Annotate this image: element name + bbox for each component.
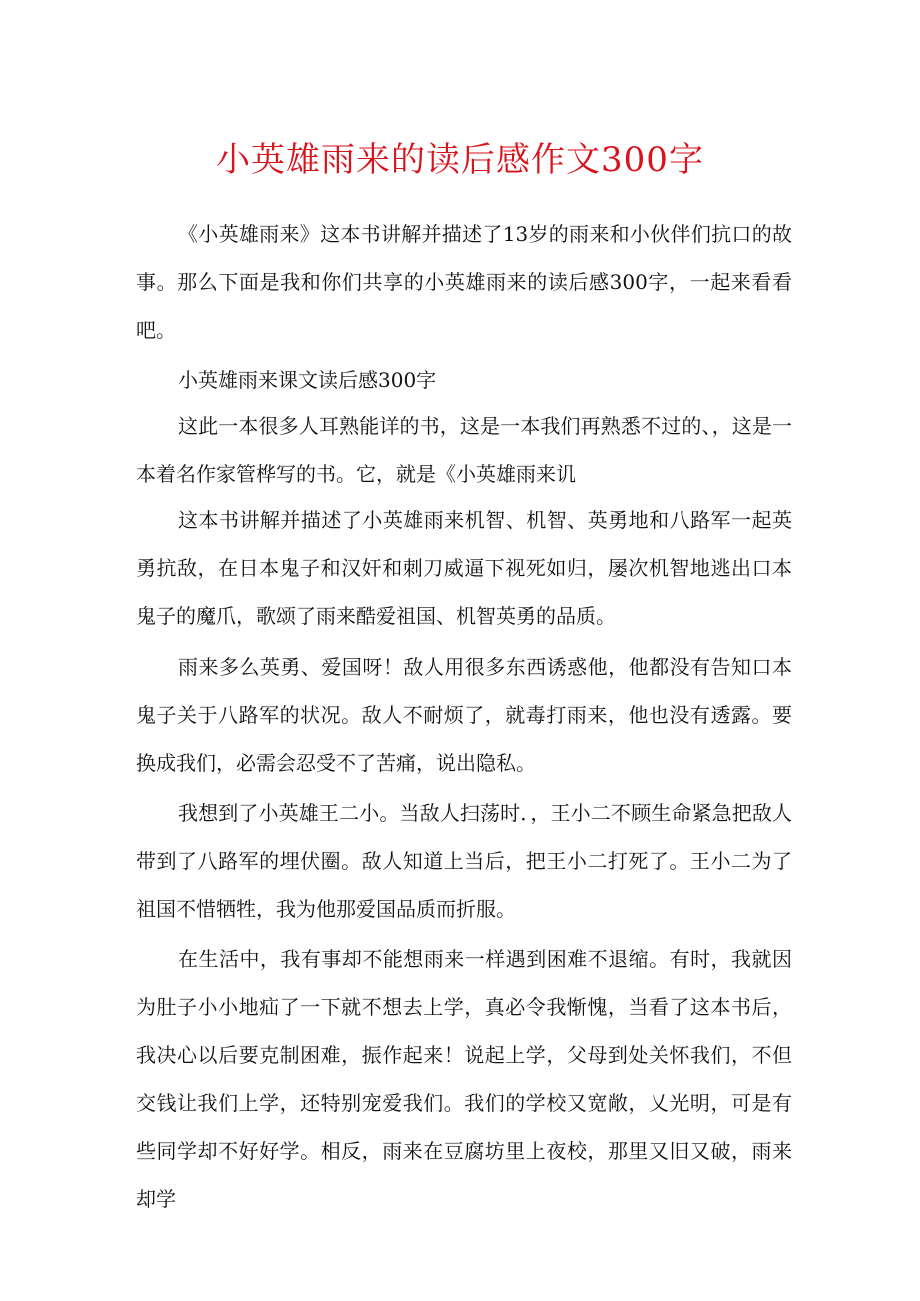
body-paragraph-1: 这此一本很多人耳熟能详的书，这是一本我们再熟悉不过的、，这是一本着名作家管桦写的书。它，就是《小英雄雨来讥: [136, 414, 792, 486]
intro-paragraph: 《小英雄雨来》这本书讲解并描述了13岁的雨来和小伙伴们抗口的故事。那么下面是我和你们共享的小英雄雨来的读后感300字，一起来看看吧。: [136, 222, 792, 342]
body-paragraph-3: 雨来多么英勇、爱国呀！敌人用很多东西诱惑他，他都没有告知口本鬼子关于八路军的状况。敌人不耐烦了，就毒打雨来，他也没有透露。要换成我们，必需会忍受不了苦痛，说出隐私。: [136, 655, 792, 775]
body-paragraph-4: 我想到了小英雄王二小。当敌人扫荡时．，王小二不顾生命紧急把敌人带到了八路军的埋伏圈。敌人知道上当后，把王小二打死了。王小二为了祖国不惜牺牲，我为他那爱国品质而折服。: [136, 801, 792, 921]
body-paragraph-5: 在生活中，我有事却不能想雨来一样遇到困难不退缩。有时，我就因为肚子小小地疝了一下就不想去上学，真必令我惭愧，当看了这本书后，我决心以后要克制困难，振作起来！说起上学，父母到处关怀我们，不但交钱让我们上学，还特别宠爱我们。我们的学校又宽敞，乂光明，可是有些同学却不好好学。相反，雨来在豆腐坊里上夜校，那里又旧又破，雨来却学: [136, 947, 792, 1211]
document-title: 小英雄雨来的读后感作文300字: [216, 140, 704, 180]
body-paragraph-2: 这本书讲解并描述了小英雄雨来机智、机智、英勇地和八路军一起英勇抗敌，在日本鬼子和汉奸和刺刀威逼下视死如归，屡次机智地逃出口本鬼子的魔爪，歌颂了雨来酷爱祖国、机智英勇的品质。: [136, 508, 792, 628]
section-subheading: 小英雄雨来课文读后感300字: [178, 368, 437, 392]
